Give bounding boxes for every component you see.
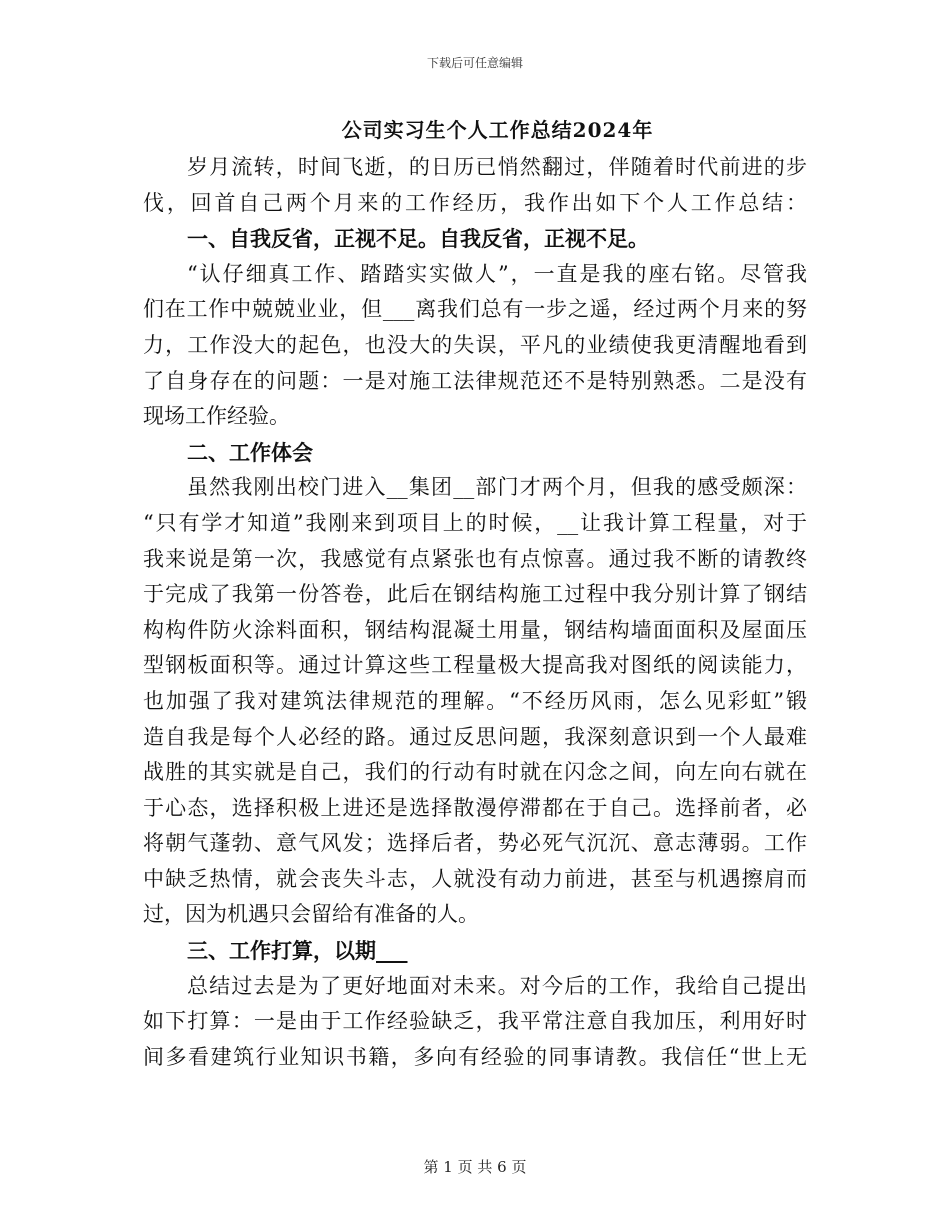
body-line: 构构件防火涂料面积，钢结构混凝土用量，钢结构墙面面积及屋面压 [143,617,807,642]
body-line: 将朝气蓬勃、意气风发；选择后者，势必死气沉沉、意志薄弱。工作 [143,831,807,856]
document-body [143,150,807,1075]
body-line: 中缺乏热情，就会丧失斗志，人就没有动力前进，甚至与机遇擦肩而 [143,866,807,891]
section-heading-3: 三、工作打算，以期___ [187,938,408,964]
body-line: 我来说是第一次，我感觉有点紧张也有点惊喜。通过我不断的请教终 [143,546,807,571]
body-line: 岁月流转，时间飞逝，的日历已悄然翻过，伴随着时代前进的步 [187,155,807,179]
body-line: 力，工作没大的起色，也没大的失误，平凡的业绩使我更清醒地看到 [143,332,807,357]
body-line: 间多看建筑行业知识书籍，多向有经验的同事请教。我信任“世上无 [143,1044,807,1069]
body-line: 战胜的其实就是自己，我们的行动有时就在闪念之间，向左向右就在 [143,760,807,785]
body-line: 型钢板面积等。通过计算这些工程量极大提高我对图纸的阅读能力， [143,653,807,678]
body-line: 们在工作中兢兢业业，但___离我们总有一步之遥，经过两个月来的努 [143,297,807,322]
body-line: 造自我是每个人必经的路。通过反思问题，我深刻意识到一个人最难 [143,724,807,749]
body-line: 伐，回首自己两个月来的工作经历，我作出如下个人工作总结： [143,190,807,215]
body-line: 也加强了我对建筑法律规范的理解。“不经历风雨，怎么见彩虹”锻 [143,688,807,713]
body-line: 总结过去是为了更好地面对未来。对今后的工作，我给自己提出 [187,973,807,998]
page-header: 下载后可任意编辑 [426,56,523,70]
document-title: 公司实习生个人工作总结2024年 [341,118,654,142]
body-line: 于完成了我第一份答卷，此后在钢结构施工过程中我分别计算了钢结 [143,582,807,607]
page-number: 第 1 页 共 6 页 [423,1158,527,1176]
section-heading-2: 二、工作体会 [187,439,313,465]
body-line: 过，因为机遇只会留给有准备的人。 [143,902,479,927]
body-line: “认仔细真工作、踏踏实实做人”，一直是我的座右铭。尽管我 [187,261,807,286]
body-line: 了自身存在的问题：一是对施工法律规范还不是特别熟悉。二是没有 [143,368,807,393]
body-line: 现场工作经验。 [143,404,290,429]
body-line: 虽然我刚出校门进入__集团__部门才两个月，但我的感受颇深： [187,475,807,500]
section-heading-1: 一、自我反省，正视不足。自我反省，正视不足。 [187,226,649,252]
body-line: 如下打算：一是由于工作经验缺乏，我平常注意自我加压，利用好时 [143,1009,807,1034]
body-line: “只有学才知道”我刚来到项目上的时候，__让我计算工程量，对于 [143,510,807,535]
body-line: 于心态，选择积极上进还是选择散漫停滞都在于自己。选择前者，必 [143,795,807,820]
